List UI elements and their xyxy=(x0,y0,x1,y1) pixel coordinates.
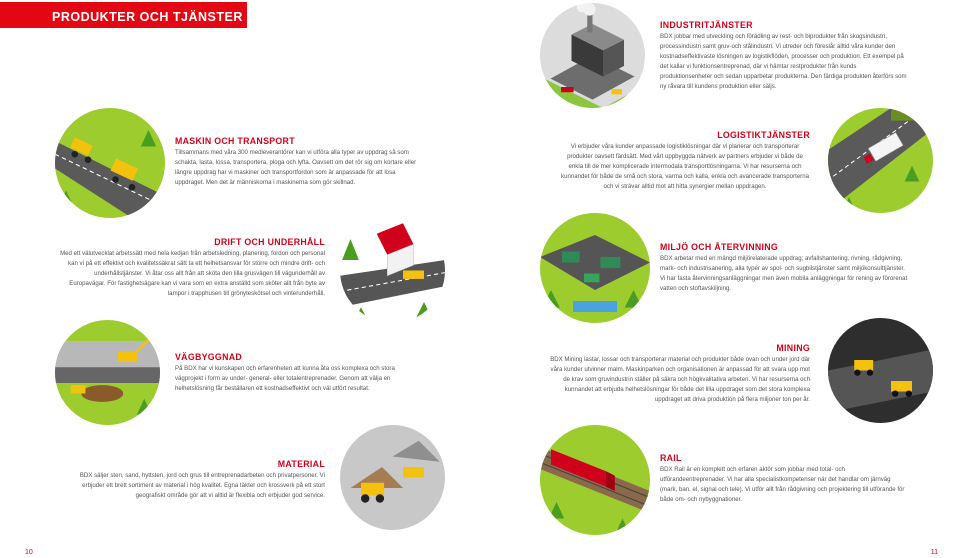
miljo-section xyxy=(660,242,910,294)
rail-body: BDX Rail är en komplett och erfaren aktör som jobbar med total- och utförandeentreprenader. Vi har alla specialistkompetenser när det handlar om järnväg (mark, ban, el, signal och tele). Vi utför allt från rådgivning och projektering till utförande för både om- och nybyggnationer. xyxy=(660,466,905,503)
logistik-illustration xyxy=(828,108,933,213)
rail-section xyxy=(660,453,905,505)
vag-title: VÄGBYGGNAD xyxy=(175,352,243,362)
drift-title: DRIFT OCH UNDERHÅLL xyxy=(214,237,325,247)
vag-illustration xyxy=(55,320,160,425)
logistik-section xyxy=(560,130,810,192)
material-body: BDX säljer sten, sand, hyttsten, jord och grus till entreprenadarbeten och privatpersoner. Vi erbjuder ett brett sortiment av material i hög kvalitet. Egna täkter och krossverk på ett stort geografiskt område gör att vi alltid är flexibla och erbjuder god service. xyxy=(79,472,325,499)
vag-section xyxy=(175,352,415,394)
drift-body: Med ett välutvecklat arbetssätt med hela kedjan från arbetsledning, planering, fordon och personal kan vi på ett effektivt och kvalitetssäkrat sätt ta ett helhetsansvar för större och mindre drift- och underhållstjänster. Vi åtar oss allt från att sköta den lilla grusvägen till vägunderhåll av Europavägar. För fastighetsägare kan vi vara som en extra anställd som sköter allt från byte av lampor i trapphusen till grönyteskötsel och vinterunderhåll. xyxy=(60,250,325,297)
industri-body: BDX jobbar med utveckling och förädling av rest- och biprodukter från skogsindustri, processindustri samt gruv-och stålindustri. Vi utreder och föreslår alltid våra kunder den kostnadseffektivaste lösningen av logistikflöden, processer och produktion. Ett exempel på det kallar vi funktionsentreprenad, där vi hämtar restprodukter från kunds produktionsenheter och sedan upparbetar produkterna. Den färdiga produkten återförs som ny råvara till kundens produktion eller säljs. xyxy=(660,33,907,90)
mining-title: MINING xyxy=(776,343,810,353)
page-number-left: 10 xyxy=(25,549,33,556)
maskin-body: Tillsammans med våra 300 medleverantörer kan vi utföra alla typer av uppdrag så som schakta, lasta, lossa, transportera, ploga och lyfta. Oavsett om det rör sig om kortare eller längre uppdrag har vi maskiner och transportfordon som är anpassade för att lösa uppdraget. Men det är människorna i maskinerna som gör skillnad. xyxy=(175,149,417,186)
material-title: MATERIAL xyxy=(277,459,325,469)
page-number-right: 11 xyxy=(930,549,938,556)
mining-body: BDX Mining lastar, lossar och transporterar material och produkter både ovan och under jord där våra kunder utvinner malm. Maskinparken och organisationen är anpassad för att svara upp mot de krav som gruvindustrin ställer på säkra och högkvalitativa arbeten. Vi har resurserna och kunnandet att erbjuda helhetslösningar för både det lilla uppdraget som det stora komplexa uppdraget att driva produktion på flera miljoner ton per år. xyxy=(550,356,810,403)
miljo-illustration xyxy=(540,213,650,323)
industri-section xyxy=(660,20,910,91)
logistik-body: Vi erbjuder våra kunder anpassade logistiklösningar där vi planerar och transporterar produkter oavsett färdsätt. Med vårt uppbyggda nätverk av partners erbjuder vi både de enkla till de mer komplicerade intermodala transportlösningarna. Vi har resurserna och kunnandet för både de små och stora, varma och kalla, enkla och avancerade transporterna och vi strävar alltid mot att hitta synergier mellan uppdragen. xyxy=(561,143,809,190)
industri-illustration xyxy=(540,3,645,108)
material-illustration xyxy=(340,425,445,530)
mining-illustration xyxy=(828,318,933,423)
logistik-title: LOGISTIKTJÄNSTER xyxy=(717,130,810,140)
drift-section xyxy=(60,237,325,299)
maskin-title: MASKIN OCH TRANSPORT xyxy=(175,136,295,146)
rail-illustration xyxy=(540,425,650,535)
vag-body: På BDX har vi kunskapen och erfarenheten att kunna åta oss komplexa och stora vägprojekt i form av under- general- eller totalentreprenader. Genom att välja en helhetslösning får beställaren ett kostnadseffektivt och väl utfört resultat. xyxy=(175,365,395,392)
miljo-body: BDX arbetar med en mängd miljörelaterade uppdrag; avfallshantering, rivning, rådgivning, mark- och industrisanering, alla typer av spol- och sugbilstjänster samt miljökonsulttjänster. Vi har fasta återvinningsanläggningar men även mobila anläggningar för rening av förorenat vatten och stoftavskiljning. xyxy=(660,255,908,292)
material-section xyxy=(68,459,325,501)
maskin-illustration xyxy=(55,108,165,218)
header-banner xyxy=(0,2,247,28)
rail-title: RAIL xyxy=(660,453,682,463)
drift-illustration xyxy=(340,218,445,323)
maskin-section xyxy=(175,136,425,188)
miljo-title: MILJÖ OCH ÅTERVINNING xyxy=(660,242,779,252)
page-title: PRODUKTER OCH TJÄNSTER xyxy=(52,10,243,24)
industri-title: INDUSTRITJÄNSTER xyxy=(660,20,753,30)
mining-section xyxy=(550,343,810,405)
